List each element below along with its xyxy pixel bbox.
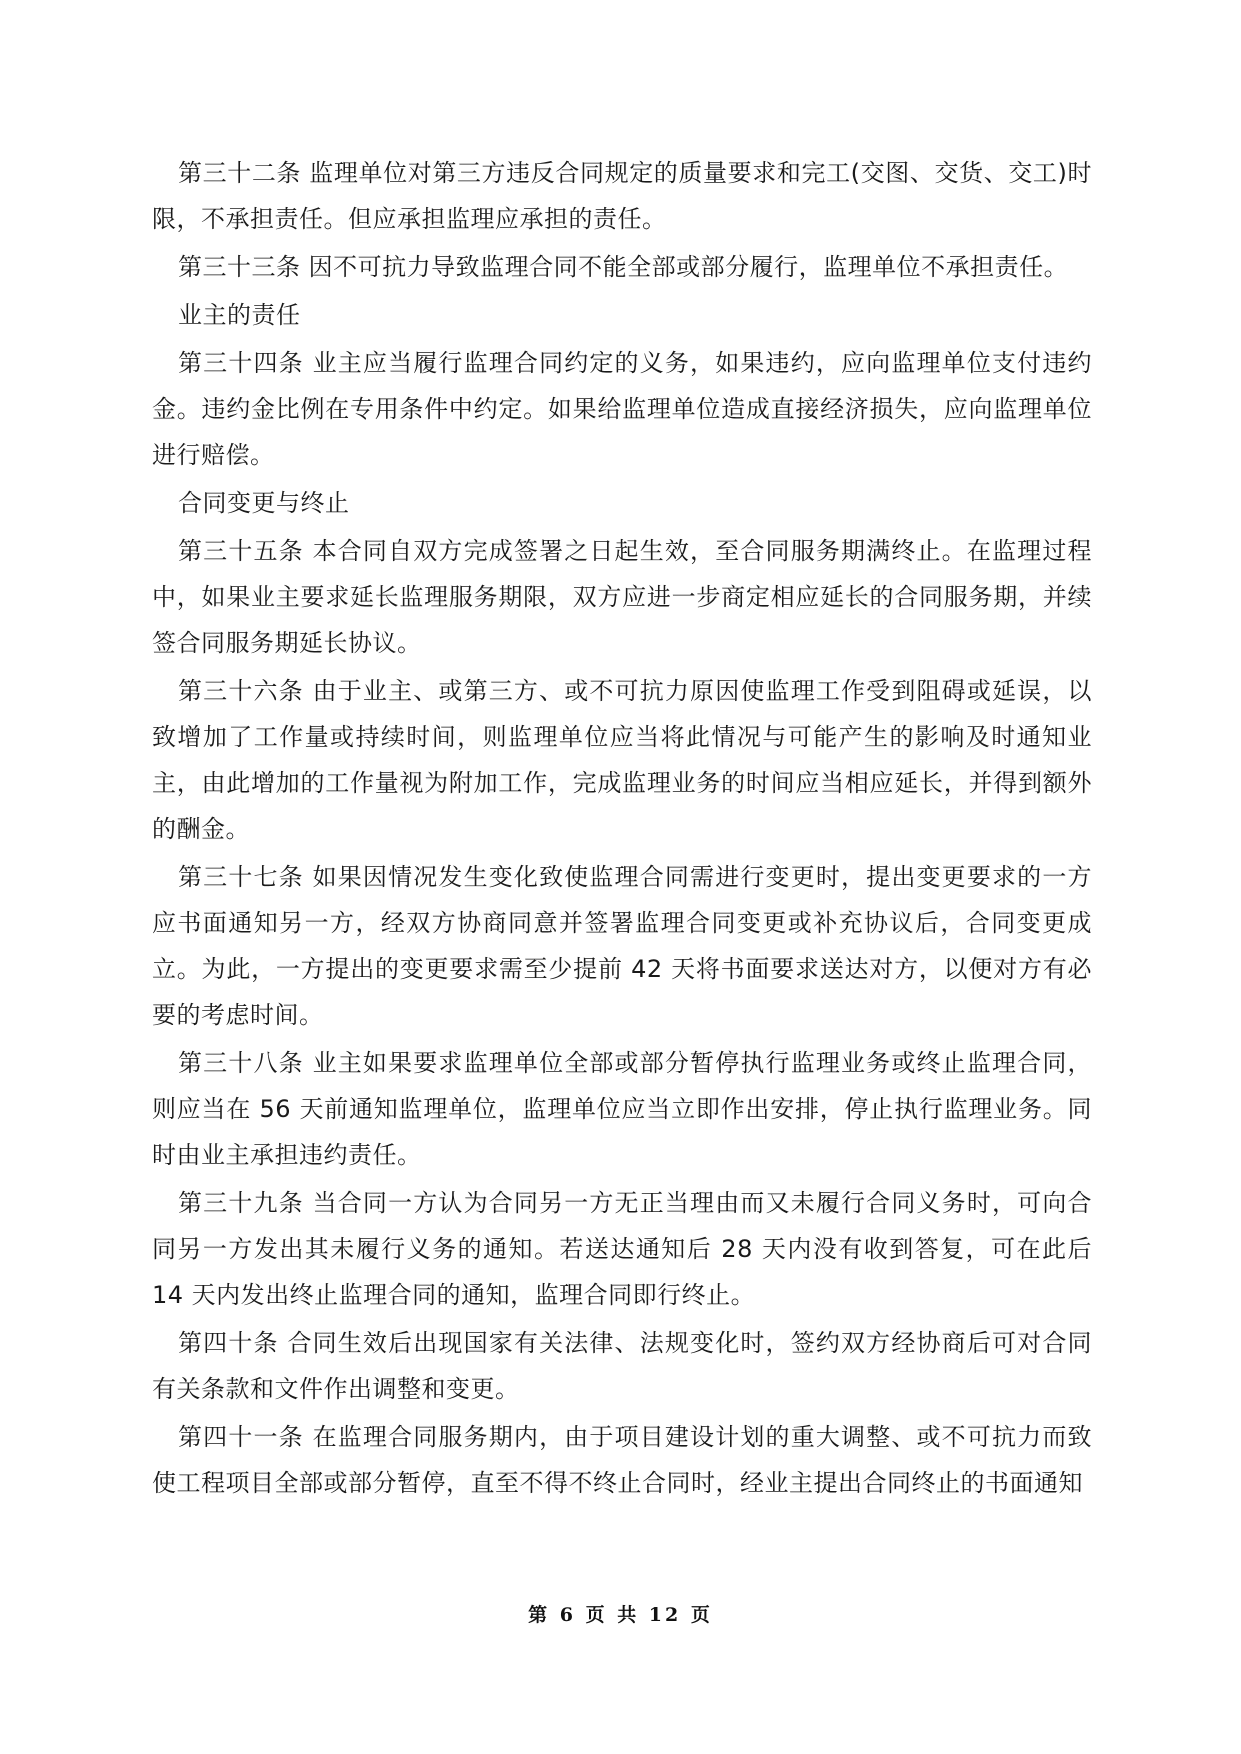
paragraph-article-38: 第三十八条 业主如果要求监理单位全部或部分暂停执行监理业务或终止监理合同，则应当在 56 天前通知监理单位，监理单位应当立即作出安排，停止执行监理业务。同时由业主承担违约责任。 <box>152 1049 1092 1169</box>
paragraph-article-37: 第三十七条 如果因情况发生变化致使监理合同需进行变更时，提出变更要求的一方应书面通知另一方，经双方协商同意并签署监理合同变更或补充协议后，合同变更成立。为此，一方提出的变更要求需至少提前 42 天将书面要求送达对方，以便对方有必要的考虑时间。 <box>152 863 1092 1029</box>
paragraph-article-32: 第三十二条 监理单位对第三方违反合同规定的质量要求和完工(交图、交货、交工)时限，不承担责任。但应承担监理应承担的责任。 <box>152 159 1092 233</box>
section-heading-owner-liability: 业主的责任 <box>178 301 301 329</box>
paragraph-article-41: 第四十一条 在监理合同服务期内，由于项目建设计划的重大调整、或不可抗力而致使工程项目全部或部分暂停，直至不得不终止合同时，经业主提出合同终止的书面通知 <box>152 1423 1092 1497</box>
paragraph-article-39: 第三十九条 当合同一方认为合同另一方无正当理由而又未履行合同义务时，可向合同另一方发出其未履行义务的通知。若送达通知后 28 天内没有收到答复，可在此后 14 天内发出终止监理合同的通知，监理合同即行终止。 <box>152 1189 1101 1309</box>
paragraph-article-36: 第三十六条 由于业主、或第三方、或不可抗力原因使监理工作受到阻碍或延误，以致增加了工作量或持续时间，则监理单位应当将此情况与可能产生的影响及时通知业主，由此增加的工作量视为附加工作，完成监理业务的时间应当相应延长，并得到额外的酬金。 <box>152 677 1092 843</box>
section-heading-contract-change: 合同变更与终止 <box>178 489 350 517</box>
paragraph-article-35: 第三十五条 本合同自双方完成签署之日起生效，至合同服务期满终止。在监理过程中，如果业主要求延长监理服务期限，双方应进一步商定相应延长的合同服务期，并续签合同服务期延长协议。 <box>152 537 1092 657</box>
document-body <box>152 150 1101 1508</box>
page-number-footer: 第 6 页 共 12 页 <box>528 1604 713 1626</box>
paragraph-article-34: 第三十四条 业主应当履行监理合同约定的义务，如果违约，应向监理单位支付违约金。违约金比例在专用条件中约定。如果给监理单位造成直接经济损失，应向监理单位进行赔偿。 <box>152 349 1092 469</box>
paragraph-article-40: 第四十条 合同生效后出现国家有关法律、法规变化时，签约双方经协商后可对合同有关条款和文件作出调整和变更。 <box>152 1329 1092 1403</box>
paragraph-article-33: 第三十三条 因不可抗力导致监理合同不能全部或部分履行，监理单位不承担责任。 <box>178 253 1069 281</box>
